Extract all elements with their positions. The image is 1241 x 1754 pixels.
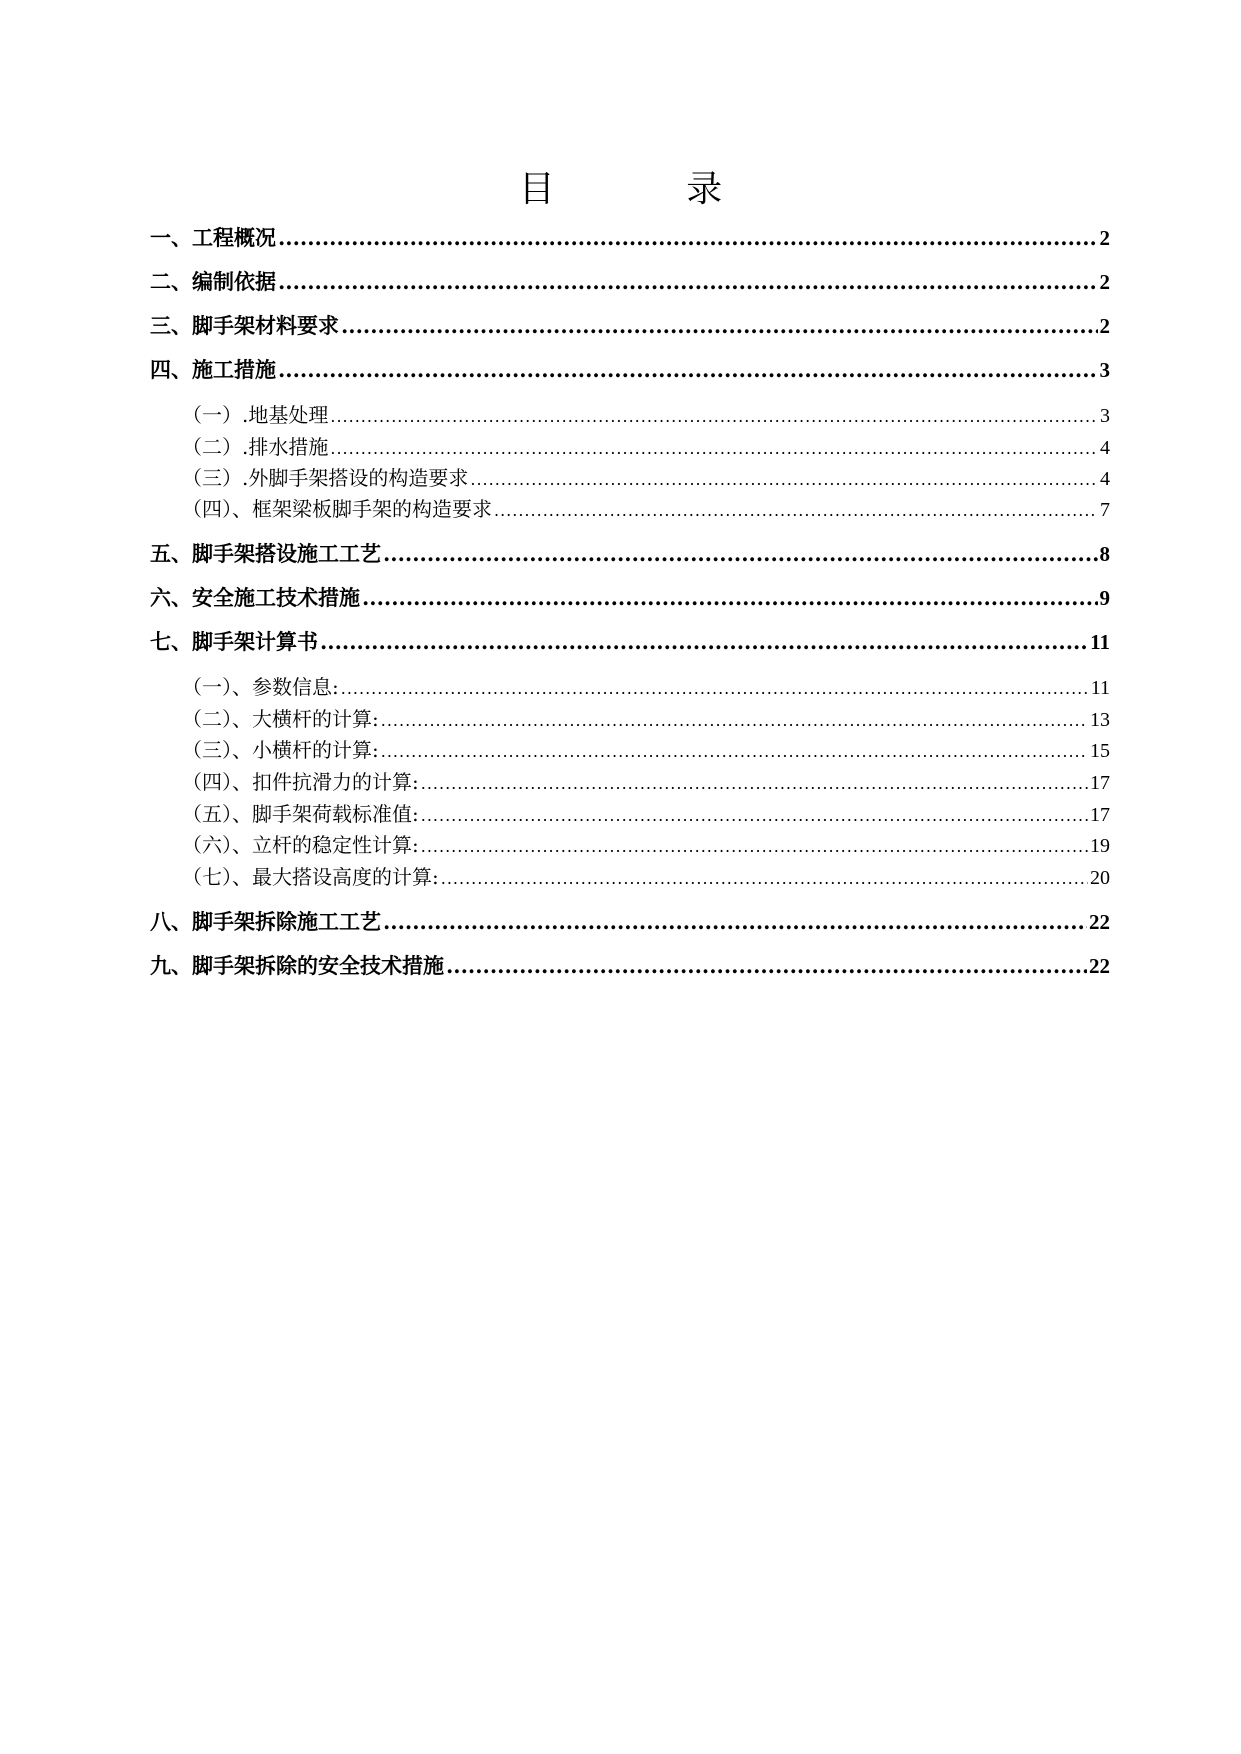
toc-entry[interactable] <box>150 463 1110 493</box>
toc-page-number: 3 <box>1100 405 1110 427</box>
toc-dot-leader <box>383 538 1098 570</box>
toc-page-number: 11 <box>1090 630 1110 654</box>
toc-entry[interactable] <box>150 672 1110 702</box>
toc-entry-title: （二）.排水措施 <box>182 435 329 459</box>
toc-title: 目 录 <box>518 169 783 210</box>
toc-entry[interactable] <box>150 222 1110 254</box>
toc-page-number: 2 <box>1099 314 1110 338</box>
toc-dot-leader <box>330 432 1098 464</box>
toc-entry[interactable] <box>150 906 1110 938</box>
toc-entry-title: 三、脚手架材料要求 <box>150 313 339 338</box>
toc-page-number: 2 <box>1099 226 1110 250</box>
toc-dot-leader <box>381 704 1088 736</box>
toc-page-number: 22 <box>1089 954 1110 978</box>
toc-dot-leader <box>362 582 1098 614</box>
toc-dot-leader <box>446 950 1087 982</box>
toc-entry[interactable] <box>150 950 1110 982</box>
toc-entry[interactable] <box>150 704 1110 734</box>
toc-entry-title: （四）、扣件抗滑力的计算: <box>182 770 419 794</box>
toc-entry[interactable] <box>150 354 1110 386</box>
toc-entry[interactable] <box>150 626 1110 658</box>
toc-dot-leader <box>278 266 1098 298</box>
toc-page-number: 17 <box>1090 772 1110 794</box>
toc-page-number: 3 <box>1099 358 1110 382</box>
toc-page-number: 4 <box>1100 468 1110 490</box>
toc-entry[interactable] <box>150 400 1110 430</box>
toc-entry-title: 六、安全施工技术措施 <box>150 585 360 610</box>
toc-page-number: 2 <box>1099 270 1110 294</box>
toc-dot-leader <box>421 799 1088 831</box>
toc-dot-leader <box>421 767 1088 799</box>
toc-entry-title: （四）、框架梁板脚手架的构造要求 <box>182 497 492 521</box>
toc-entry-title: （五）、脚手架荷载标准值: <box>182 802 419 826</box>
toc-dot-leader <box>341 310 1098 342</box>
toc-dot-leader <box>383 906 1087 938</box>
toc-page-number: 9 <box>1099 586 1110 610</box>
toc-dot-leader <box>278 222 1098 254</box>
toc-entry-title: 九、脚手架拆除的安全技术措施 <box>150 953 444 978</box>
toc-entry-title: （一）、参数信息: <box>182 675 339 699</box>
toc-entry-title: 一、工程概况 <box>150 225 276 250</box>
toc-entry[interactable] <box>150 582 1110 614</box>
toc-entry-title: 五、脚手架搭设施工工艺 <box>150 541 381 566</box>
toc-page-number: 11 <box>1090 677 1110 699</box>
toc-entry-title: （三）.外脚手架搭设的构造要求 <box>182 466 469 490</box>
toc-entry[interactable] <box>150 735 1110 765</box>
toc-dot-leader <box>381 735 1088 767</box>
toc-entry-title: 二、编制依据 <box>150 269 276 294</box>
toc-entry-title: （二）、大横杆的计算: <box>182 707 379 731</box>
toc-entry-title: （七）、最大搭设高度的计算: <box>182 865 439 889</box>
toc-entry-title: （三）、小横杆的计算: <box>182 738 379 762</box>
toc-dot-leader <box>470 463 1098 495</box>
toc-entry-title: 八、脚手架拆除施工工艺 <box>150 909 381 934</box>
toc-dot-leader <box>330 400 1098 432</box>
toc-page-number: 4 <box>1100 437 1110 459</box>
toc-page-number: 13 <box>1090 709 1110 731</box>
toc-page-number: 8 <box>1099 542 1110 566</box>
toc-page-number: 17 <box>1090 804 1110 826</box>
toc-entry-title: 七、脚手架计算书 <box>150 629 318 654</box>
toc-dot-leader <box>441 862 1088 894</box>
toc-page-number: 22 <box>1089 910 1110 934</box>
toc-dot-leader <box>421 830 1088 862</box>
toc-entry[interactable] <box>150 767 1110 797</box>
toc-dot-leader <box>341 672 1089 704</box>
toc-entry-title: 四、施工措施 <box>150 357 276 382</box>
table-of-contents <box>150 0 1110 1754</box>
toc-dot-leader <box>278 354 1098 386</box>
toc-entry[interactable] <box>150 799 1110 829</box>
toc-entry[interactable] <box>150 266 1110 298</box>
toc-dot-leader <box>320 626 1088 658</box>
toc-page-number: 20 <box>1090 867 1110 889</box>
toc-entry[interactable] <box>150 862 1110 892</box>
toc-entry[interactable] <box>150 310 1110 342</box>
toc-page-number: 19 <box>1090 835 1110 857</box>
toc-entry-title: （一）.地基处理 <box>182 403 329 427</box>
toc-page-number: 15 <box>1090 740 1110 762</box>
toc-entry-title: （六）、立杆的稳定性计算: <box>182 833 419 857</box>
toc-entry[interactable] <box>150 830 1110 860</box>
toc-entry[interactable] <box>150 538 1110 570</box>
toc-page-number: 7 <box>1100 499 1110 521</box>
toc-entry[interactable] <box>150 432 1110 462</box>
toc-dot-leader <box>494 494 1098 526</box>
toc-entry[interactable] <box>150 494 1110 524</box>
